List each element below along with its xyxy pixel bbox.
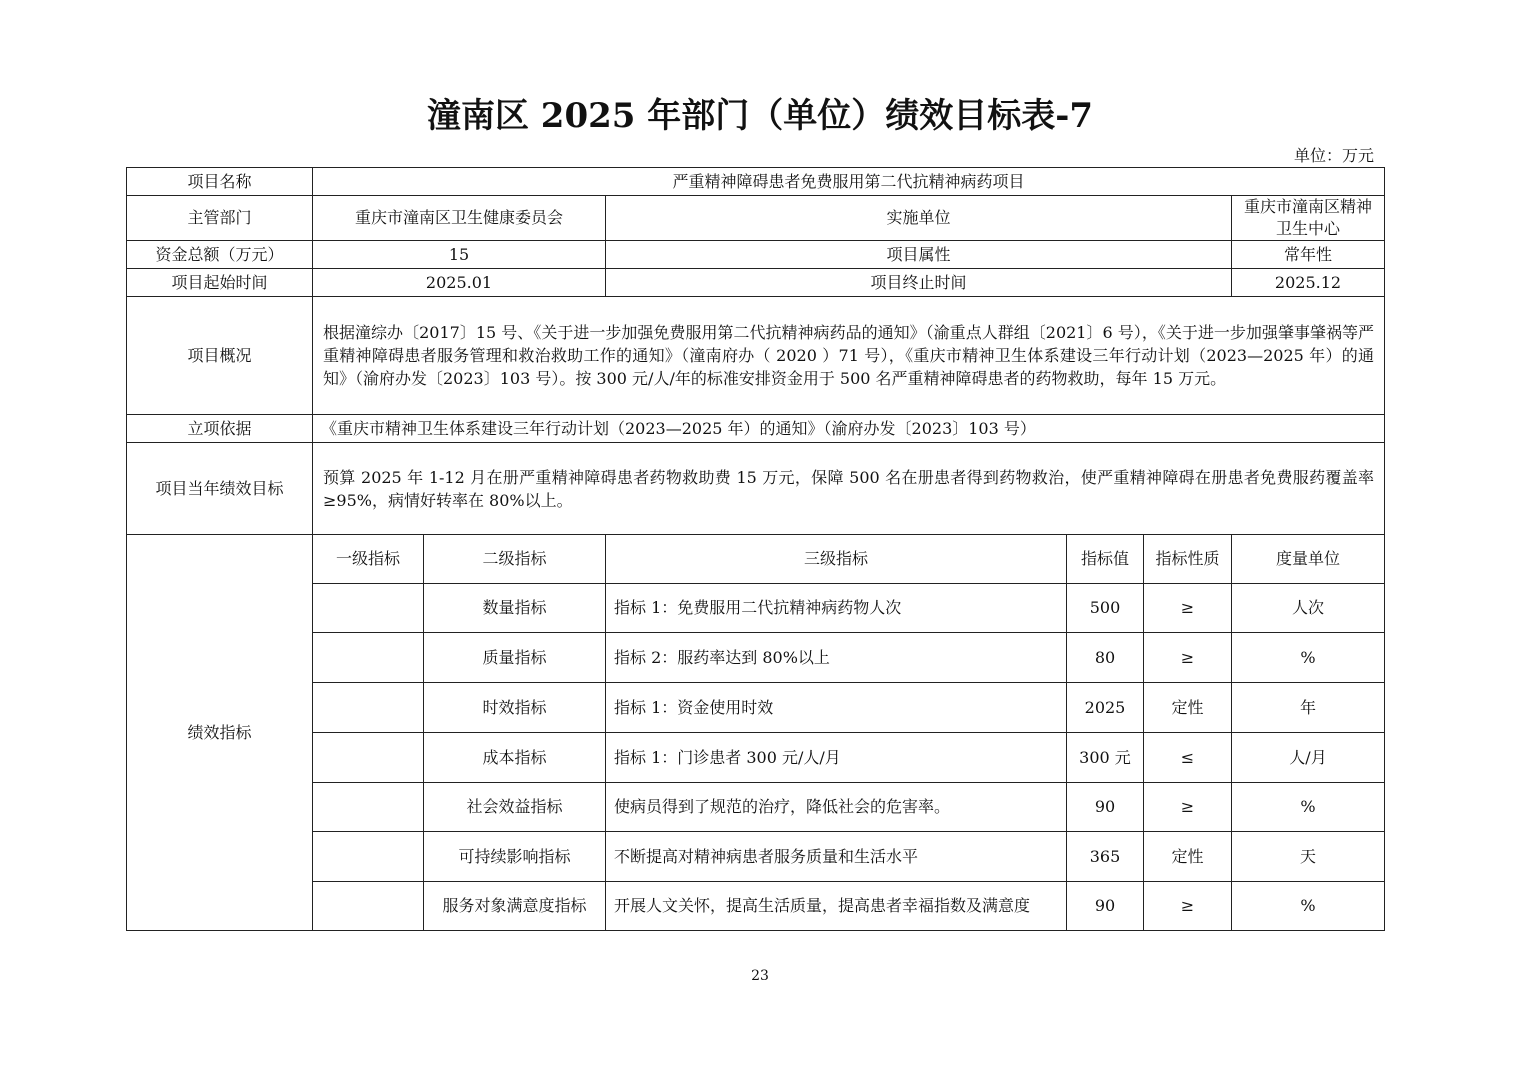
project-attribute-value: 常年性 [1232, 241, 1385, 269]
indicators-label: 绩效指标 [127, 535, 313, 931]
indicator-level3: 指标 1：门诊患者 300 元/人/月 [606, 733, 1067, 783]
start-time-value: 2025.01 [313, 269, 606, 297]
indicator-row [127, 832, 1385, 882]
page-title: 潼南区 2025 年部门（单位）绩效目标表-7 [426, 96, 1094, 136]
overview-text: 根据潼综办〔2017〕15 号、《关于进一步加强免费服用第二代抗精神病药品的通知》（渝重点人群组〔2021〕6 号），《关于进一步加强肇事肇祸等严重精神障碍患者服务管理和救治救助工作的通知》（潼南府办（ 2020 ）71 号），《重庆市精神卫生体系建设三年行动计划（2023—2025 年）的通知》（渝府办发〔2023〕103 号）。按 300 元/人/年的标准安排资金用于 500 名严重精神障碍患者的药物救助，每年 15 万元。 [313, 297, 1385, 415]
overview-label: 项目概况 [127, 297, 313, 415]
row-timing [127, 269, 1385, 297]
indicator-value: 2025 [1067, 683, 1144, 733]
indicator-level1 [313, 832, 424, 882]
indicator-level1 [313, 633, 424, 683]
row-overview [127, 297, 1385, 415]
annual-goal-text: 预算 2025 年 1-12 月在册严重精神障碍患者药物救助费 15 万元，保障 500 名在册患者得到药物救治，使严重精神障碍在册患者免费服药覆盖率≥95%，病情好转率在 80%以上。 [313, 443, 1385, 535]
indicator-unit: % [1232, 783, 1385, 832]
department-label: 主管部门 [127, 196, 313, 241]
row-project-name [127, 168, 1385, 196]
indicator-row [127, 584, 1385, 633]
indicator-nature: ≥ [1144, 882, 1232, 931]
funding-label: 资金总额（万元） [127, 241, 313, 269]
indicator-value: 90 [1067, 783, 1144, 832]
indicator-level1 [313, 584, 424, 633]
indicator-header-row [127, 535, 1385, 584]
indicator-row [127, 783, 1385, 832]
header-value: 指标值 [1067, 535, 1144, 584]
indicator-level2: 成本指标 [424, 733, 606, 783]
row-basis [127, 415, 1385, 443]
indicator-nature: ≥ [1144, 783, 1232, 832]
indicator-value: 80 [1067, 633, 1144, 683]
end-time-value: 2025.12 [1232, 269, 1385, 297]
indicator-unit: 人/月 [1232, 733, 1385, 783]
indicator-row [127, 882, 1385, 931]
header-level1: 一级指标 [313, 535, 424, 584]
indicator-level3: 指标 1：资金使用时效 [606, 683, 1067, 733]
row-annual-goal [127, 443, 1385, 535]
indicator-level2: 服务对象满意度指标 [424, 882, 606, 931]
header-nature: 指标性质 [1144, 535, 1232, 584]
row-department [127, 196, 1385, 241]
indicator-level3: 指标 2：服药率达到 80%以上 [606, 633, 1067, 683]
implementing-unit-label: 实施单位 [606, 196, 1232, 241]
implementing-unit-value: 重庆市潼南区精神卫生中心 [1232, 196, 1385, 241]
row-funding [127, 241, 1385, 269]
indicator-level1 [313, 783, 424, 832]
indicator-unit: 年 [1232, 683, 1385, 733]
indicator-level3: 不断提高对精神病患者服务质量和生活水平 [606, 832, 1067, 882]
project-name-label: 项目名称 [127, 168, 313, 196]
project-name-value: 严重精神障碍患者免费服用第二代抗精神病药项目 [313, 168, 1385, 196]
header-level2: 二级指标 [424, 535, 606, 584]
indicator-unit: 人次 [1232, 584, 1385, 633]
indicator-value: 500 [1067, 584, 1144, 633]
indicator-nature: 定性 [1144, 683, 1232, 733]
indicator-level2: 质量指标 [424, 633, 606, 683]
page-number: 23 [751, 968, 769, 984]
end-time-label: 项目终止时间 [606, 269, 1232, 297]
unit-label: 单位：万元 [1293, 146, 1374, 165]
annual-goal-label: 项目当年绩效目标 [127, 443, 313, 535]
indicator-value: 300 元 [1067, 733, 1144, 783]
header-level3: 三级指标 [606, 535, 1067, 584]
indicator-level2: 社会效益指标 [424, 783, 606, 832]
indicator-nature: 定性 [1144, 832, 1232, 882]
indicator-level2: 可持续影响指标 [424, 832, 606, 882]
project-attribute-label: 项目属性 [606, 241, 1232, 269]
basis-label: 立项依据 [127, 415, 313, 443]
indicator-unit: % [1232, 882, 1385, 931]
basis-text: 《重庆市精神卫生体系建设三年行动计划（2023—2025 年）的通知》（渝府办发〔2023〕103 号） [313, 415, 1385, 443]
indicator-level1 [313, 733, 424, 783]
indicator-level3: 开展人文关怀，提高生活质量，提高患者幸福指数及满意度 [606, 882, 1067, 931]
indicator-nature: ≥ [1144, 633, 1232, 683]
indicator-nature: ≤ [1144, 733, 1232, 783]
indicator-level2: 时效指标 [424, 683, 606, 733]
indicator-row [127, 633, 1385, 683]
indicator-level3: 指标 1：免费服用二代抗精神病药物人次 [606, 584, 1067, 633]
indicator-level1 [313, 882, 424, 931]
department-value: 重庆市潼南区卫生健康委员会 [313, 196, 606, 241]
indicator-nature: ≥ [1144, 584, 1232, 633]
indicator-unit: 天 [1232, 832, 1385, 882]
indicator-level3: 使病员得到了规范的治疗，降低社会的危害率。 [606, 783, 1067, 832]
indicator-unit: % [1232, 633, 1385, 683]
indicator-value: 365 [1067, 832, 1144, 882]
funding-value: 15 [313, 241, 606, 269]
indicator-level2: 数量指标 [424, 584, 606, 633]
indicator-row [127, 683, 1385, 733]
performance-goal-table [126, 167, 1385, 931]
start-time-label: 项目起始时间 [127, 269, 313, 297]
header-unit: 度量单位 [1232, 535, 1385, 584]
indicator-row [127, 733, 1385, 783]
indicator-value: 90 [1067, 882, 1144, 931]
indicator-level1 [313, 683, 424, 733]
